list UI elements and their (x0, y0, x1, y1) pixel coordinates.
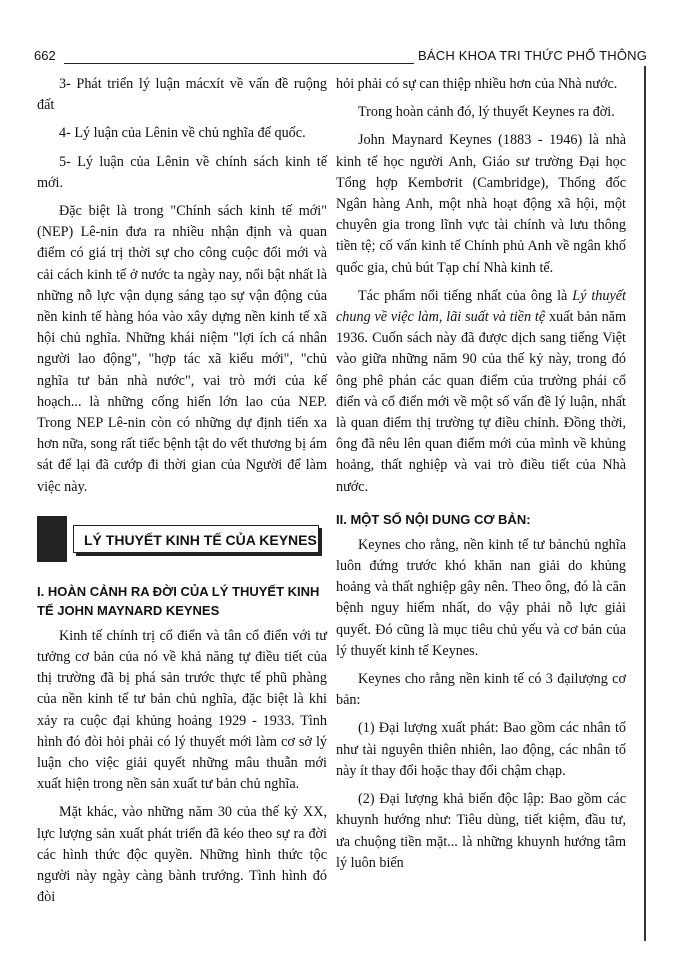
work-paragraph (336, 286, 626, 498)
right-column (336, 74, 626, 881)
section-heading: I. HOÀN CẢNH RA ĐỜI CỦA LÝ THUYẾT KINH TẾ JOHN MAYNARD KEYNES (37, 583, 320, 618)
work-title: Lý thuyết chung về việc làm, lãi suất và tiền tệ (336, 287, 627, 326)
monopoly-paragraph: Mặt khác, vào những năm 30 của thế kỷ XX, lực lượng sản xuất phát triển đã kéo theo sự ra đời các hình thức độc quyền. Những hình thức tộc người này ngày càng bành trướng. Tình hình đó đòi (37, 804, 327, 906)
chapter-banner (37, 516, 327, 562)
book-title: BÁCH KHOA TRI THỨC PHỔ THÔNG (418, 48, 648, 63)
nep-paragraph: Đặc biệt là trong "Chính sách kinh tế mới" (NEP) Lê-nin đưa ra nhiều nhận định và quan điểm có giá trị thời sự cho công cuộc đổi mới và cải cách kinh tế ở nước ta ngày nay, nổi bật nhất là những nỗ lực vận dụng sáng tạo sự vận động của nền kinh tế hàng hóa vào xây dựng nền kinh tế xã hội chủ nghĩa. Những khái niệm "lợi ích cá nhân người lao động", "hợp tác xã kiểu mới", "chủ nghĩa tư bản nhà nước", vai trò mới của kế hoạch... là những cống hiến lớn lao của NEP. Trong NEP Lê-nin còn có những dự định tiến xa hơn nữa, song rất tiếc bệnh tật do vết thương bị ám sát để lại đã cướp đi thời gian của Người để làm việc này. (37, 203, 327, 495)
header-rule (64, 63, 414, 64)
work-rest: xuất bản năm 1936. Cuốn sách này đã được dịch sang tiếng Việt vào giữa những năm 90 của thế kỷ này, trong đó ông phê phán các quan điểm của trường phái cổ điển và cổ điển mới về một số vấn đề lý luận, nhất là quan điểm thị trường tự điều chỉnh. Đồng thời, ông đã nêu lên quan điểm mới của mình về khủng hoảng, thất nghiệp và vai trò điều tiết của Nhà nước. (336, 309, 627, 495)
list-item: 5- Lý luận của Lênin về chính sách kinh tế mới. (37, 153, 327, 191)
banner-block (37, 516, 67, 562)
list-item: 3- Phát triển lý luận mácxít về vấn đề ruộng đất (37, 76, 327, 114)
birth-paragraph: Trong hoàn cảnh đó, lý thuyết Keynes ra đời. (358, 104, 615, 121)
context-paragraph: Kinh tế chính trị cổ điển và tân cổ điển với tư tưởng cơ bản của nó về khả năng tự điều tiết của thị trường đã bị phá sản trước thực tế phũ phàng của nền kinh tế tư bản chủ nghĩa, đặc biệt là khi xảy ra cuộc đại khủng hoảng 1929 - 1933. Tình hình đó đòi hỏi phải có lý thuyết mới làm cơ sở lý luận cho việc giải quyết những mâu thuẫn mới xuất hiện trong nền sản xuất tư bản chủ nghĩa. (37, 627, 327, 793)
continued-paragraph: hỏi phải có sự can thiệp nhiều hơn của Nhà nước. (336, 76, 618, 92)
quantity-one-paragraph: (1) Đại lượng xuất phát: Bao gồm các nhân tố như tài nguyên thiên nhiên, lao động, các nhân tố này ít thay đổi hoặc thay đổi chậm chạp. (336, 720, 626, 779)
quantity-two-paragraph: (2) Đại lượng khả biến độc lập: Bao gồm các khuynh hướng như: Tiêu dùng, tiết kiệm, đầu tư, ưa chuộng tiền mặt... là những khuynh hướng tâm lý luôn biến (336, 791, 626, 871)
work-intro: Tác phẩm nổi tiếng nhất của ông là (358, 287, 568, 304)
page-number: 662 (34, 48, 56, 63)
page-edge-bar (644, 66, 646, 941)
view-paragraph: Keynes cho rằng, nền kinh tế tư bảnchủ nghĩa luôn đứng trước khó khăn nan giải do khủng hoảng và thất nghiệp gây nên. Theo ông, đó là căn bệnh nguy hiểm nhất, do vậy phải nỗ lực giải quyết. Đó cũng là mục tiêu chủ yếu và cơ bản của lý thuyết kinh tế Keynes. (336, 536, 626, 659)
section-heading: II. MỘT SỐ NỘI DUNG CƠ BẢN: (336, 511, 531, 527)
bio-paragraph: John Maynard Keynes (1883 - 1946) là nhà kinh tế học người Anh, Giáo sư trường Đại học Tổng hợp Kembơrit (Cambridge), Thống đốc Ngân hàng Anh, một nhà hoạt động xã hội, một chuyên gia trong lĩnh vực tài chính và lưu thông tiền tệ; cố vấn kinh tế Chính phủ Anh về ngân khố quốc gia, chủ bút Tạp chí Nhà kinh tế. (336, 132, 626, 276)
three-quantities-paragraph: Keynes cho rằng nền kinh tế có 3 đạilượng cơ bản: (336, 671, 626, 709)
chapter-title: LÝ THUYẾT KINH TẾ CỦA KEYNES (73, 525, 319, 553)
left-column (37, 74, 327, 916)
list-item: 4- Lý luận của Lênin về chủ nghĩa đế quốc. (59, 125, 306, 142)
